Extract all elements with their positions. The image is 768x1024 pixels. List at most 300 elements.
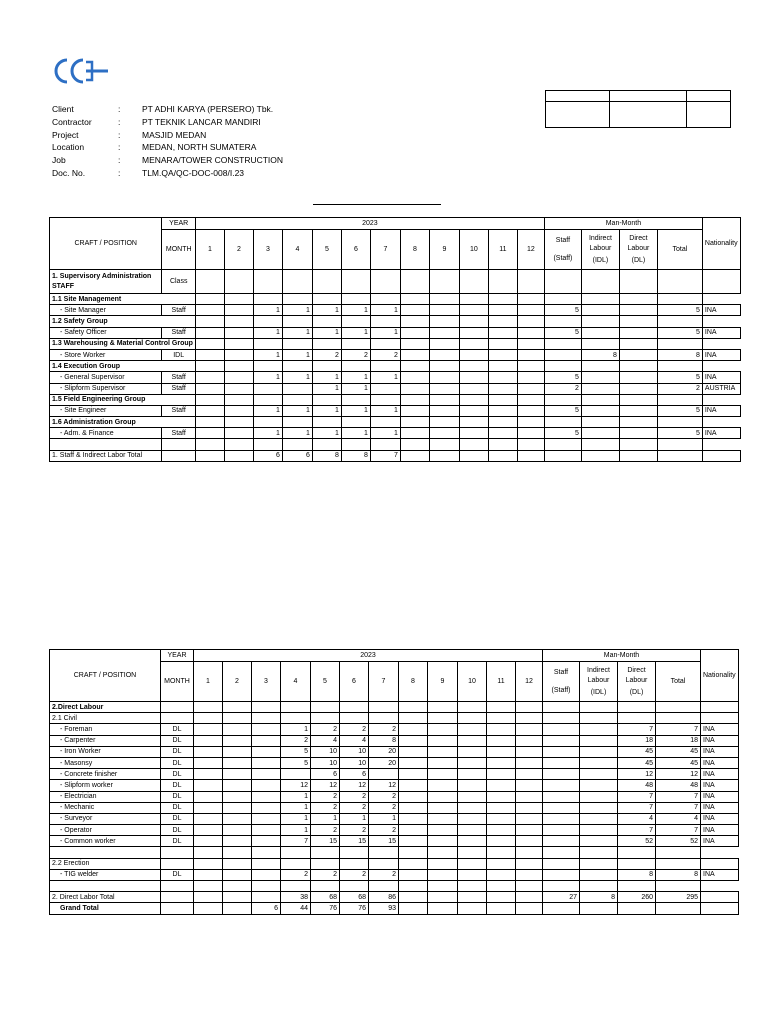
total-value [656, 702, 701, 713]
month-value: 8 [312, 450, 341, 461]
table-cell [400, 294, 429, 305]
table-row [50, 361, 741, 372]
staff-header [544, 230, 581, 270]
class-cell: DL [161, 802, 194, 813]
table-cell [618, 881, 656, 892]
staff-value [544, 450, 581, 461]
month-value: 1 [370, 327, 400, 338]
idl-header-code: (IDL) [590, 688, 607, 696]
plain-label: 2.2 Erection [50, 858, 161, 869]
total-value: 5 [657, 372, 702, 383]
month-value [369, 858, 399, 869]
table-cell [282, 361, 312, 372]
month-value [488, 383, 517, 394]
info-colon: : [118, 167, 121, 178]
table-cell [282, 294, 312, 305]
month-value: 4 [340, 735, 369, 746]
item-label: - Common worker [50, 836, 161, 847]
table-cell [399, 881, 428, 892]
info-value: PT ADHI KARYA (PERSERO) Tbk. [142, 104, 274, 114]
staff-value [543, 802, 580, 813]
month-value: 86 [369, 892, 399, 903]
table-cell [459, 417, 488, 428]
table-cell [657, 417, 702, 428]
month-value [516, 791, 543, 802]
table-cell [657, 294, 702, 305]
dl-value: 7 [618, 802, 656, 813]
table-cell [162, 439, 195, 450]
table-cell [488, 316, 517, 327]
month-value: 12 [369, 780, 399, 791]
month-value [194, 791, 223, 802]
total-value: 48 [656, 780, 701, 791]
year-header: YEAR [161, 650, 194, 662]
nationality-value: AUSTRIA [702, 383, 740, 394]
month-value [516, 858, 543, 869]
month-value [282, 270, 312, 294]
table-cell [581, 439, 619, 450]
month-value [459, 450, 488, 461]
month-value: 2 [369, 724, 399, 735]
table-cell [50, 439, 162, 450]
table-cell [253, 316, 282, 327]
month-value [399, 892, 428, 903]
table-row [50, 746, 739, 757]
table-cell [312, 439, 341, 450]
idl-value [580, 702, 618, 713]
table-cell [50, 881, 161, 892]
month-value [517, 372, 544, 383]
total-value: 7 [656, 825, 701, 836]
table-cell [341, 361, 370, 372]
table-cell [488, 294, 517, 305]
class-cell: DL [161, 791, 194, 802]
month-value: 1 [281, 724, 311, 735]
month-value [487, 757, 516, 768]
table-cell [370, 361, 400, 372]
month-value [223, 724, 252, 735]
month-value [516, 836, 543, 847]
item-label: - Surveyor [50, 813, 161, 824]
class-cell: Staff [162, 383, 195, 394]
month-value: 1 [253, 305, 282, 316]
nationality-value: INA [702, 327, 740, 338]
table-cell [253, 394, 282, 405]
item-label: - Foreman [50, 724, 161, 735]
table-cell [619, 361, 657, 372]
month-value [194, 769, 223, 780]
table-cell [341, 294, 370, 305]
item-label: - Carpenter [50, 735, 161, 746]
table-cell [370, 294, 400, 305]
total-label: 2. Direct Labor Total [50, 892, 161, 903]
month-value: 1 [282, 349, 312, 360]
month-value [428, 757, 458, 768]
staff-header [543, 662, 580, 702]
month-value: 6 [253, 450, 282, 461]
dl-value: 260 [618, 892, 656, 903]
month-number: 8 [399, 662, 428, 702]
month-value [194, 892, 223, 903]
month-value [458, 713, 487, 724]
staff-value [543, 869, 580, 880]
table-cell [657, 394, 702, 405]
total-value: 295 [656, 892, 701, 903]
month-value: 1 [281, 813, 311, 824]
info-row [52, 141, 283, 154]
table-cell [161, 881, 194, 892]
month-value [195, 450, 224, 461]
month-value [516, 769, 543, 780]
month-value [458, 802, 487, 813]
dl-header-code: (DL) [629, 688, 644, 696]
month-value [458, 724, 487, 735]
table-cell [399, 847, 428, 858]
month-value [429, 372, 459, 383]
month-value [459, 305, 488, 316]
month-value: 76 [311, 903, 340, 914]
month-value [517, 305, 544, 316]
table-cell [195, 394, 224, 405]
month-value [516, 735, 543, 746]
month-value: 1 [370, 372, 400, 383]
table-cell [459, 316, 488, 327]
month-value [458, 825, 487, 836]
month-value [458, 858, 487, 869]
month-value [399, 735, 428, 746]
month-value [223, 903, 252, 914]
table-cell [487, 847, 516, 858]
table-cell [252, 847, 281, 858]
idl-value [580, 858, 618, 869]
month-value [224, 349, 253, 360]
dl-value [619, 327, 657, 338]
table-cell [224, 394, 253, 405]
table-cell [544, 361, 581, 372]
month-value [399, 713, 428, 724]
month-value [370, 270, 400, 294]
table-cell [429, 394, 459, 405]
table-row [50, 903, 739, 914]
month-value [516, 713, 543, 724]
idl-value [580, 735, 618, 746]
month-value: 1 [312, 372, 341, 383]
staff-value [543, 735, 580, 746]
nationality-value: INA [701, 735, 739, 746]
info-row [52, 129, 283, 142]
month-value [341, 270, 370, 294]
staff-value: 5 [544, 327, 581, 338]
table-cell [656, 881, 701, 892]
class-cell: DL [161, 869, 194, 880]
month-value [194, 858, 223, 869]
nationality-value [702, 450, 740, 461]
month-value: 2 [340, 724, 369, 735]
table-cell [282, 394, 312, 405]
total-value [656, 713, 701, 724]
month-value [311, 858, 340, 869]
nationality-value: INA [701, 757, 739, 768]
dl-value [619, 305, 657, 316]
table-row [50, 417, 741, 428]
table-cell [657, 439, 702, 450]
idl-value [580, 869, 618, 880]
staff-header-label: Staff [555, 236, 571, 244]
info-value: PT TEKNIK LANCAR MANDIRI [142, 116, 261, 127]
month-value [428, 702, 458, 713]
month-value [458, 836, 487, 847]
month-value [195, 270, 224, 294]
nationality-value [701, 702, 739, 713]
month-value: 5 [281, 757, 311, 768]
month-value [428, 892, 458, 903]
idl-value [581, 305, 619, 316]
group-label: 1.5 Field Engineering Group [50, 394, 196, 405]
dl-value [619, 450, 657, 461]
nationality-value [701, 858, 739, 869]
plain-label: 2.1 Civil [50, 713, 161, 724]
month-value [400, 428, 429, 439]
month-number: 12 [517, 230, 544, 270]
table-cell [224, 316, 253, 327]
month-value: 8 [369, 735, 399, 746]
month-number: 5 [312, 230, 341, 270]
nationality-header: Nationality [701, 650, 739, 702]
month-value: 2 [340, 869, 369, 880]
total-value: 8 [656, 869, 701, 880]
staff-value: 2 [544, 383, 581, 394]
month-value: 1 [312, 383, 341, 394]
month-value [459, 372, 488, 383]
month-value [253, 270, 282, 294]
month-value [312, 270, 341, 294]
nationality-value [701, 713, 739, 724]
table-row [50, 813, 739, 824]
staff-value [543, 746, 580, 757]
dl-value [619, 349, 657, 360]
month-value [223, 713, 252, 724]
table-row [50, 825, 739, 836]
month-value: 1 [341, 305, 370, 316]
table-row [50, 305, 741, 316]
staff-value [543, 836, 580, 847]
info-value: MENARA/TOWER CONSTRUCTION [142, 155, 284, 166]
month-value [400, 305, 429, 316]
month-number: 7 [369, 662, 399, 702]
table-row [50, 757, 739, 768]
month-number: 3 [252, 662, 281, 702]
month-value [516, 825, 543, 836]
table-cell [370, 417, 400, 428]
staff-value [544, 270, 581, 294]
table-cell [281, 881, 311, 892]
table-cell [517, 316, 544, 327]
month-value [429, 383, 459, 394]
month-value [488, 372, 517, 383]
month-value [487, 724, 516, 735]
month-value [224, 405, 253, 416]
table-cell [544, 316, 581, 327]
month-value [252, 757, 281, 768]
nationality-value: INA [702, 428, 740, 439]
month-value [340, 702, 369, 713]
dl-value: 7 [618, 791, 656, 802]
total-label: 1. Staff & Indirect Labor Total [50, 450, 162, 461]
month-value: 1 [341, 383, 370, 394]
month-value [224, 327, 253, 338]
dl-header-label: Direct Labour [625, 666, 648, 684]
month-number: 6 [341, 230, 370, 270]
table-cell [619, 417, 657, 428]
month-value [399, 903, 428, 914]
month-value [429, 450, 459, 461]
month-value [459, 383, 488, 394]
month-value [252, 780, 281, 791]
table-row [50, 780, 739, 791]
nationality-header: Nationality [702, 218, 740, 270]
nationality-value [702, 270, 740, 294]
month-value [487, 780, 516, 791]
dl-value [619, 383, 657, 394]
month-value: 68 [311, 892, 340, 903]
table-row [50, 713, 739, 724]
month-value [458, 813, 487, 824]
table-cell [253, 439, 282, 450]
table-cell [224, 361, 253, 372]
table-cell [369, 881, 399, 892]
month-value: 2 [369, 791, 399, 802]
month-value [429, 270, 459, 294]
table-cell [161, 847, 194, 858]
month-value: 1 [282, 428, 312, 439]
item-label: - Masonsy [50, 757, 161, 768]
month-value [224, 450, 253, 461]
idl-value [581, 372, 619, 383]
month-value [428, 780, 458, 791]
table-cell [459, 294, 488, 305]
dl-header-code: (DL) [631, 256, 646, 264]
staff-value [543, 858, 580, 869]
month-value [194, 869, 223, 880]
table-row [50, 294, 741, 305]
class-cell [161, 892, 194, 903]
total-value [656, 903, 701, 914]
month-value [487, 813, 516, 824]
month-number: 6 [340, 662, 369, 702]
table-cell [581, 394, 619, 405]
class-cell: Staff [162, 327, 195, 338]
table-cell [428, 847, 458, 858]
info-colon: : [118, 155, 121, 166]
item-label: - Slipform worker [50, 780, 161, 791]
staff-value [543, 769, 580, 780]
table-cell [370, 316, 400, 327]
staff-value [543, 813, 580, 824]
month-value: 2 [369, 825, 399, 836]
info-row [52, 103, 283, 116]
total-value: 45 [656, 757, 701, 768]
table-cell [369, 847, 399, 858]
month-number: 5 [311, 662, 340, 702]
table-row [50, 858, 739, 869]
month-number: 11 [487, 662, 516, 702]
month-value [223, 858, 252, 869]
info-colon: : [118, 142, 121, 153]
table-cell [429, 294, 459, 305]
nationality-value: INA [701, 769, 739, 780]
month-value [428, 791, 458, 802]
dl-value [619, 270, 657, 294]
month-value [194, 802, 223, 813]
month-value [194, 757, 223, 768]
staff-value: 5 [544, 428, 581, 439]
table-cell [281, 847, 311, 858]
table-cell [312, 294, 341, 305]
month-value [399, 757, 428, 768]
table-cell [488, 361, 517, 372]
month-value [252, 746, 281, 757]
info-row [52, 154, 283, 167]
table-cell [370, 439, 400, 450]
month-value [458, 869, 487, 880]
month-number: 4 [282, 230, 312, 270]
table-cell [400, 338, 429, 349]
month-number: 7 [370, 230, 400, 270]
month-value: 1 [282, 405, 312, 416]
table-cell [253, 361, 282, 372]
nationality-value: INA [701, 791, 739, 802]
month-value [224, 383, 253, 394]
month-value [458, 769, 487, 780]
staff-value [543, 724, 580, 735]
month-value [428, 724, 458, 735]
month-value: 1 [312, 405, 341, 416]
table-cell [429, 361, 459, 372]
header-row [50, 218, 741, 230]
month-number: 1 [194, 662, 223, 702]
idl-header [580, 662, 618, 702]
nationality-value: INA [701, 780, 739, 791]
month-value: 6 [252, 903, 281, 914]
month-value: 1 [253, 327, 282, 338]
table-cell [195, 417, 224, 428]
staff-value [544, 349, 581, 360]
month-value [400, 450, 429, 461]
staff-value [543, 757, 580, 768]
nationality-value: INA [701, 869, 739, 880]
class-cell: Staff [162, 372, 195, 383]
month-value [517, 383, 544, 394]
month-value: 1 [312, 428, 341, 439]
table-row [50, 724, 739, 735]
craft-position-header: CRAFT / POSITION [50, 218, 162, 270]
table-cell [312, 338, 341, 349]
item-label: - Site Manager [50, 305, 162, 316]
month-number: 4 [281, 662, 311, 702]
month-value: 20 [369, 746, 399, 757]
table-cell [400, 394, 429, 405]
month-value [369, 713, 399, 724]
month-value: 15 [340, 836, 369, 847]
month-value [429, 405, 459, 416]
month-value [516, 780, 543, 791]
month-value [223, 825, 252, 836]
info-key: Project [52, 129, 79, 140]
class-cell: DL [161, 735, 194, 746]
info-colon: : [118, 129, 121, 140]
month-number: 1 [195, 230, 224, 270]
month-value [252, 892, 281, 903]
